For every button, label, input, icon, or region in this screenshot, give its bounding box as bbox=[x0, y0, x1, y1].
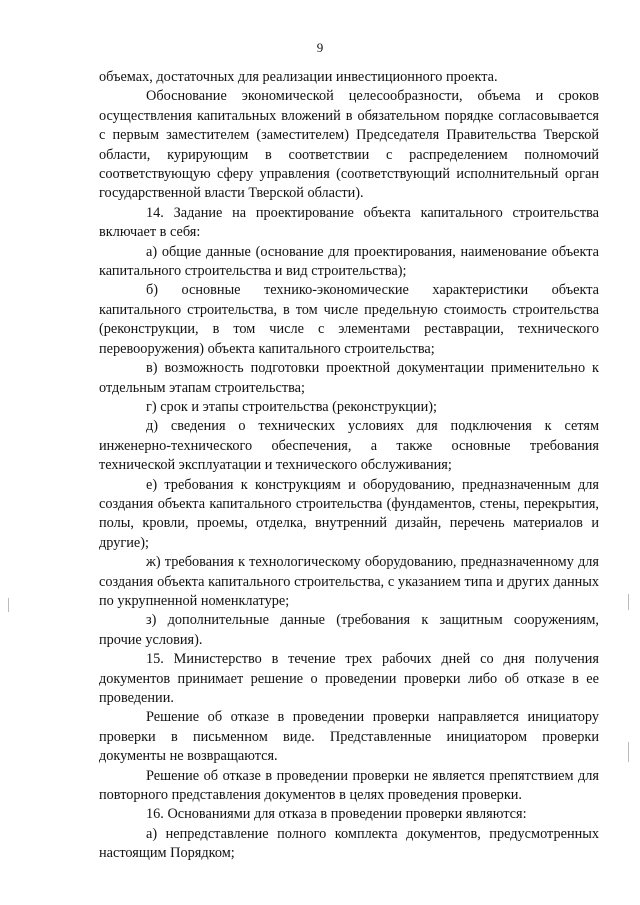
paragraph: д) сведения о технических условиях для подключения к сетям инженерно-технического обеспечения, а также основные требования технической эксплуатации и технического обслуживания; bbox=[99, 418, 599, 474]
paragraph: а) непредставление полного комплекта документов, предусмотренных настоящим Порядком; bbox=[99, 825, 599, 862]
paragraph: 14. Задание на проектирование объекта капитального строительства включает в себя: bbox=[99, 204, 599, 241]
paragraph: е) требования к конструкциям и оборудованию, предназначенным для создания объекта капитального строительства (фундаментов, стены, перекрытия, полы, кровли, проемы, отделка, внутренний дизайн, перечень материалов и другие); bbox=[99, 476, 599, 551]
scan-edge-mark bbox=[8, 598, 9, 612]
scan-edge-mark bbox=[628, 742, 629, 762]
paragraph: г) срок и этапы строительства (реконструкции); bbox=[146, 398, 437, 415]
document-body bbox=[99, 68, 599, 864]
paragraph: Решение об отказе в проведении проверки не является препятствием для повторного представления документов в целях проведения проверки. bbox=[99, 767, 599, 804]
page-number: 9 bbox=[316, 40, 324, 55]
paragraph: з) дополнительные данные (требования к защитным сооружениям, прочие условия). bbox=[99, 612, 599, 648]
scan-edge-mark bbox=[628, 594, 629, 610]
paragraph: в) возможность подготовки проектной документации применительно к отдельным этапам строительства; bbox=[99, 360, 599, 396]
paragraph: а) общие данные (основание для проектирования, наименование объекта капитального строительства и вид строительства); bbox=[99, 243, 599, 280]
paragraph: ж) требования к технологическому оборудованию, предназначенному для создания объекта капитального строительства, с указанием типа и других данных по укрупненной номенклатуре; bbox=[99, 554, 599, 609]
paragraph: 15. Министерство в течение трех рабочих дней со дня получения документов принимает решение о проведении проверки либо об отказе в ее проведении. bbox=[99, 651, 599, 706]
paragraph: б) основные технико-экономические характеристики объекта капитального строительства, в том числе предельную стоимость строительства (реконструкции, в том числе с элементами реставрации, технического перевооружения) объекта капитального строительства; bbox=[99, 282, 599, 357]
paragraph: Обоснование экономической целесообразности, объема и сроков осуществления капитальных вложений в обязательном порядке согласовывается с первым заместителем (заместителем) Председателя Правительства Тверской области, курирующим в соответствии с распределением полномочий соответствующую сферу управления (соответствующий исполнительный орган государственной власти Тверской области). bbox=[99, 88, 599, 202]
paragraph: 16. Основаниями для отказа в проведении проверки являются: bbox=[146, 806, 527, 823]
paragraph: объемах, достаточных для реализации инвестиционного проекта. bbox=[99, 69, 498, 85]
paragraph: Решение об отказе в проведении проверки направляется инициатору проверки в письменном виде. Представленные инициатором проверки документы не возвращаются. bbox=[99, 709, 599, 765]
